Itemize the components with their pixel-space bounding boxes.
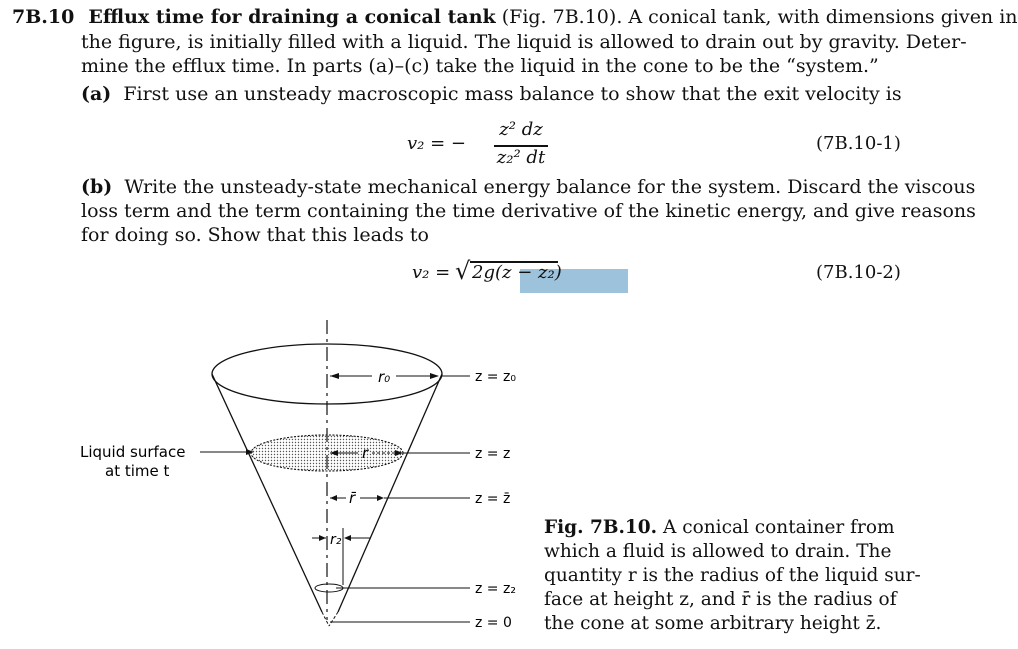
- r-label: r: [362, 444, 369, 462]
- eq1-numerator: z² dz: [499, 119, 543, 140]
- problem-title: Efflux time for draining a conical tank: [88, 6, 496, 28]
- problem-heading: [12, 5, 1018, 29]
- intro-line-2: the figure, is initially filled with a liquid. The liquid is allowed to drain out by gravity. Deter-: [81, 31, 967, 53]
- z-zero-label: z = 0: [475, 615, 512, 631]
- part-a-text: First use an unsteady macroscopic mass balance to show that the exit velocity is: [123, 83, 902, 105]
- eq2-tag: (7B.10-2): [816, 262, 901, 283]
- intro-line-3: mine the efflux time. In parts (a)–(c) take the liquid in the cone to be the “system.”: [81, 55, 879, 77]
- part-b-text-2: loss term and the term containing the time derivative of the kinetic energy, and give reasons: [81, 200, 976, 222]
- zbar-label: z = z̄: [475, 491, 511, 507]
- cone-left-wall: [212, 374, 322, 612]
- eq1-lhs: v₂ = −: [407, 133, 466, 154]
- z2-label: z = z₂: [475, 581, 516, 597]
- r0-label: r₀: [378, 368, 391, 386]
- rbar-label: r̄: [349, 489, 356, 507]
- part-b: [81, 175, 975, 199]
- caption-label: Fig. 7B.10.: [544, 517, 658, 538]
- part-b-text-3: for doing so. Show that this leads to: [81, 224, 429, 246]
- figure-caption-line-2: which a fluid is allowed to drain. The: [544, 541, 892, 562]
- eq1-tag: (7B.10-1): [816, 133, 901, 154]
- z-label: z = z: [475, 446, 511, 462]
- eq2-lhs: v₂ =: [412, 262, 451, 283]
- liquid-time-label: at time t: [105, 462, 170, 480]
- figure-caption-line-3: quantity r is the radius of the liquid sur-: [544, 565, 921, 586]
- figure-caption-line-1: Fig. 7B.10. A conical container from: [544, 517, 895, 538]
- intro-line-1: A conical tank, with dimensions given in: [628, 6, 1018, 28]
- part-a: [81, 82, 902, 106]
- figure-caption-line-4: face at height z, and r̄ is the radius of: [544, 589, 897, 610]
- figure-reference: (Fig. 7B.10).: [501, 6, 623, 28]
- figure-caption-line-5: the cone at some arbitrary height z̄.: [544, 613, 882, 634]
- part-b-text-1: Write the unsteady-state mechanical energy balance for the system. Discard the viscous: [124, 176, 976, 198]
- part-a-label: (a): [81, 83, 112, 105]
- eq2-radical-icon: √: [455, 257, 471, 285]
- z0-label: z = z₀: [475, 369, 516, 385]
- liquid-surface-ellipse: [251, 435, 403, 471]
- eq2-body: 2g(z − z₂): [472, 262, 562, 283]
- liquid-surface-label: Liquid surface: [80, 443, 186, 461]
- eq1-denominator: z₂² dt: [496, 147, 546, 168]
- part-b-label: (b): [81, 176, 113, 198]
- r2-label: r₂: [330, 532, 342, 548]
- problem-number: 7B.10: [12, 6, 75, 28]
- conical-tank-figure: [0, 300, 560, 649]
